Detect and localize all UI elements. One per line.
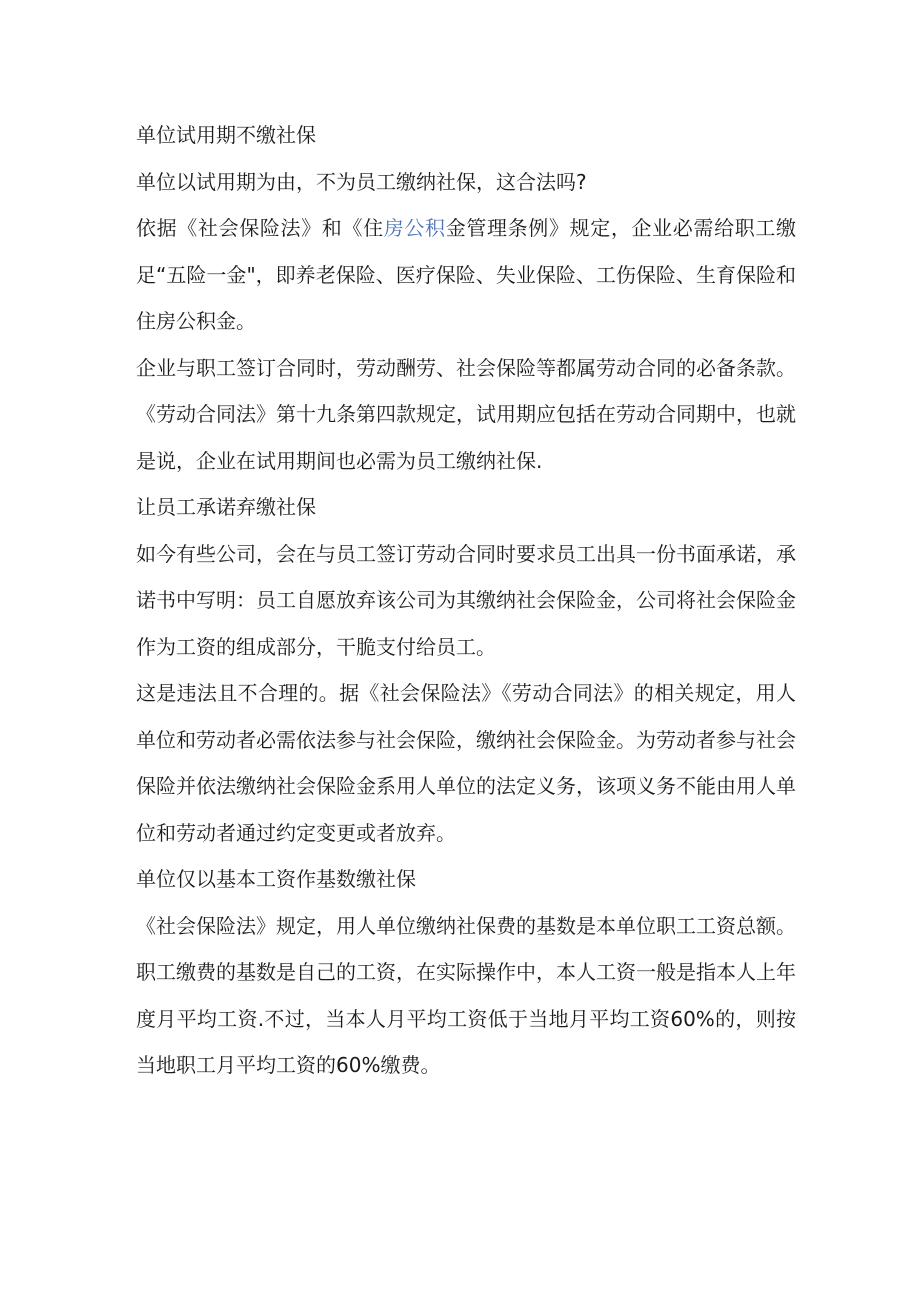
- paragraph-legal-basis-before: 依据《社会保险法》和《住: [136, 216, 384, 240]
- paragraph-question: 单位以试用期为由，不为员工缴纳社保，这合法吗?: [136, 169, 587, 194]
- paragraph-illegal: 这是违法且不合理的。据《社会保险法》《劳动合同法》的相关规定，用人单位和劳动者必需依法参与社会保险，缴纳社会保险金。为劳动者参与社会保险并依法缴纳社会保险金系用人单位的法定义务，该项义务不能由用人单位和劳动者通过约定变更或者放弃。: [136, 681, 796, 845]
- section-heading-base-wage: 单位仅以基本工资作基数缴社保: [136, 867, 416, 891]
- document-content: [136, 112, 796, 1089]
- paragraph-written-promise: 如今有些公司，会在与员工签订劳动合同时要求员工出具一份书面承诺，承诺书中写明：员工自愿放弃该公司为其缴纳社会保险金，公司将社会保险金作为工资的组成部分，干脆支付给员工。: [136, 541, 796, 659]
- paragraph-employee-base: 职工缴费的基数是自己的工资，在实际操作中，本人工资一般是指本人上年度月平均工资.不过，当本人月平均工资低于当地月平均工资60%的，则按当地职工月平均工资的60%缴费。: [136, 960, 796, 1077]
- section-heading-waiver: 让员工承诺弃缴社保: [136, 495, 316, 519]
- paragraph-contract-terms: 企业与职工签订合同时，劳动酬劳、社会保险等都属劳动合同的必备条款。: [136, 355, 796, 380]
- paragraph-legal-basis: [136, 205, 796, 345]
- section-heading-probation: 单位试用期不缴社保: [136, 123, 316, 147]
- housing-fund-link[interactable]: 房公积: [383, 216, 446, 240]
- paragraph-legal-basis-after: 金管理条例》规定，企业必需给职工缴足“五险一金"，即养老保险、医疗保险、失业保险、工伤保险、生育保险和住房公积金。: [136, 216, 797, 333]
- paragraph-employer-base: 《社会保险法》规定，用人单位缴纳社保费的基数是本单位职工工资总额。: [136, 913, 796, 938]
- paragraph-labor-contract-law: 《劳动合同法》第十九条第四款规定，试用期应包括在劳动合同期中，也就是说，企业在试用期间也必需为员工缴纳社保.: [136, 402, 796, 473]
